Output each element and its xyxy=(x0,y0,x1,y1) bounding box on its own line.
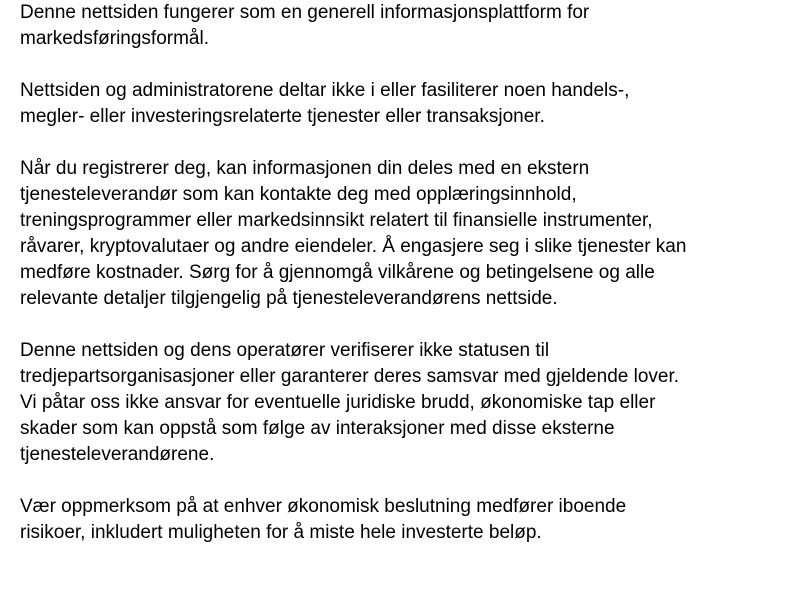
paragraph xyxy=(20,156,790,312)
disclaimer-text xyxy=(20,0,790,546)
paragraph xyxy=(20,0,790,52)
text-line: Nettsiden og administratorene deltar ikke i eller fasiliterer noen handels-, xyxy=(20,80,630,101)
text-line: risikoer, inkludert muligheten for å miste hele investerte beløp. xyxy=(20,522,542,543)
text-line: Denne nettsiden fungerer som en generell informasjonsplattform for xyxy=(20,2,590,23)
text-line: skader som kan oppstå som følge av interaksjoner med disse eksterne xyxy=(20,418,615,439)
text-line: råvarer, kryptovalutaer og andre eiendeler. Å engasjere seg i slike tjenester kan xyxy=(20,236,687,257)
text-line: markedsføringsformål. xyxy=(20,28,209,49)
text-line: Denne nettsiden og dens operatører verifiserer ikke statusen til xyxy=(20,340,550,361)
text-line: Når du registrerer deg, kan informasjonen din deles med en ekstern xyxy=(20,158,590,179)
text-line: megler- eller investeringsrelaterte tjenester eller transaksjoner. xyxy=(20,106,545,127)
text-line: treningsprogrammer eller markedsinnsikt relatert til finansielle instrumenter, xyxy=(20,210,653,231)
text-line: Vi påtar oss ikke ansvar for eventuelle juridiske brudd, økonomiske tap eller xyxy=(20,392,656,413)
text-line: tjenesteleverandør som kan kontakte deg med opplæringsinnhold, xyxy=(20,184,577,205)
text-line: tredjepartsorganisasjoner eller garanterer deres samsvar med gjeldende lover. xyxy=(20,366,680,387)
text-line: Vær oppmerksom på at enhver økonomisk beslutning medfører iboende xyxy=(20,496,627,517)
text-line: tjenesteleverandørene. xyxy=(20,444,215,465)
text-line: medføre kostnader. Sørg for å gjennomgå vilkårene og betingelsene og alle xyxy=(20,262,655,283)
text-line: relevante detaljer tilgjengelig på tjenesteleverandørens nettside. xyxy=(20,288,558,309)
paragraph xyxy=(20,78,790,130)
paragraph xyxy=(20,338,790,468)
paragraph xyxy=(20,494,790,546)
